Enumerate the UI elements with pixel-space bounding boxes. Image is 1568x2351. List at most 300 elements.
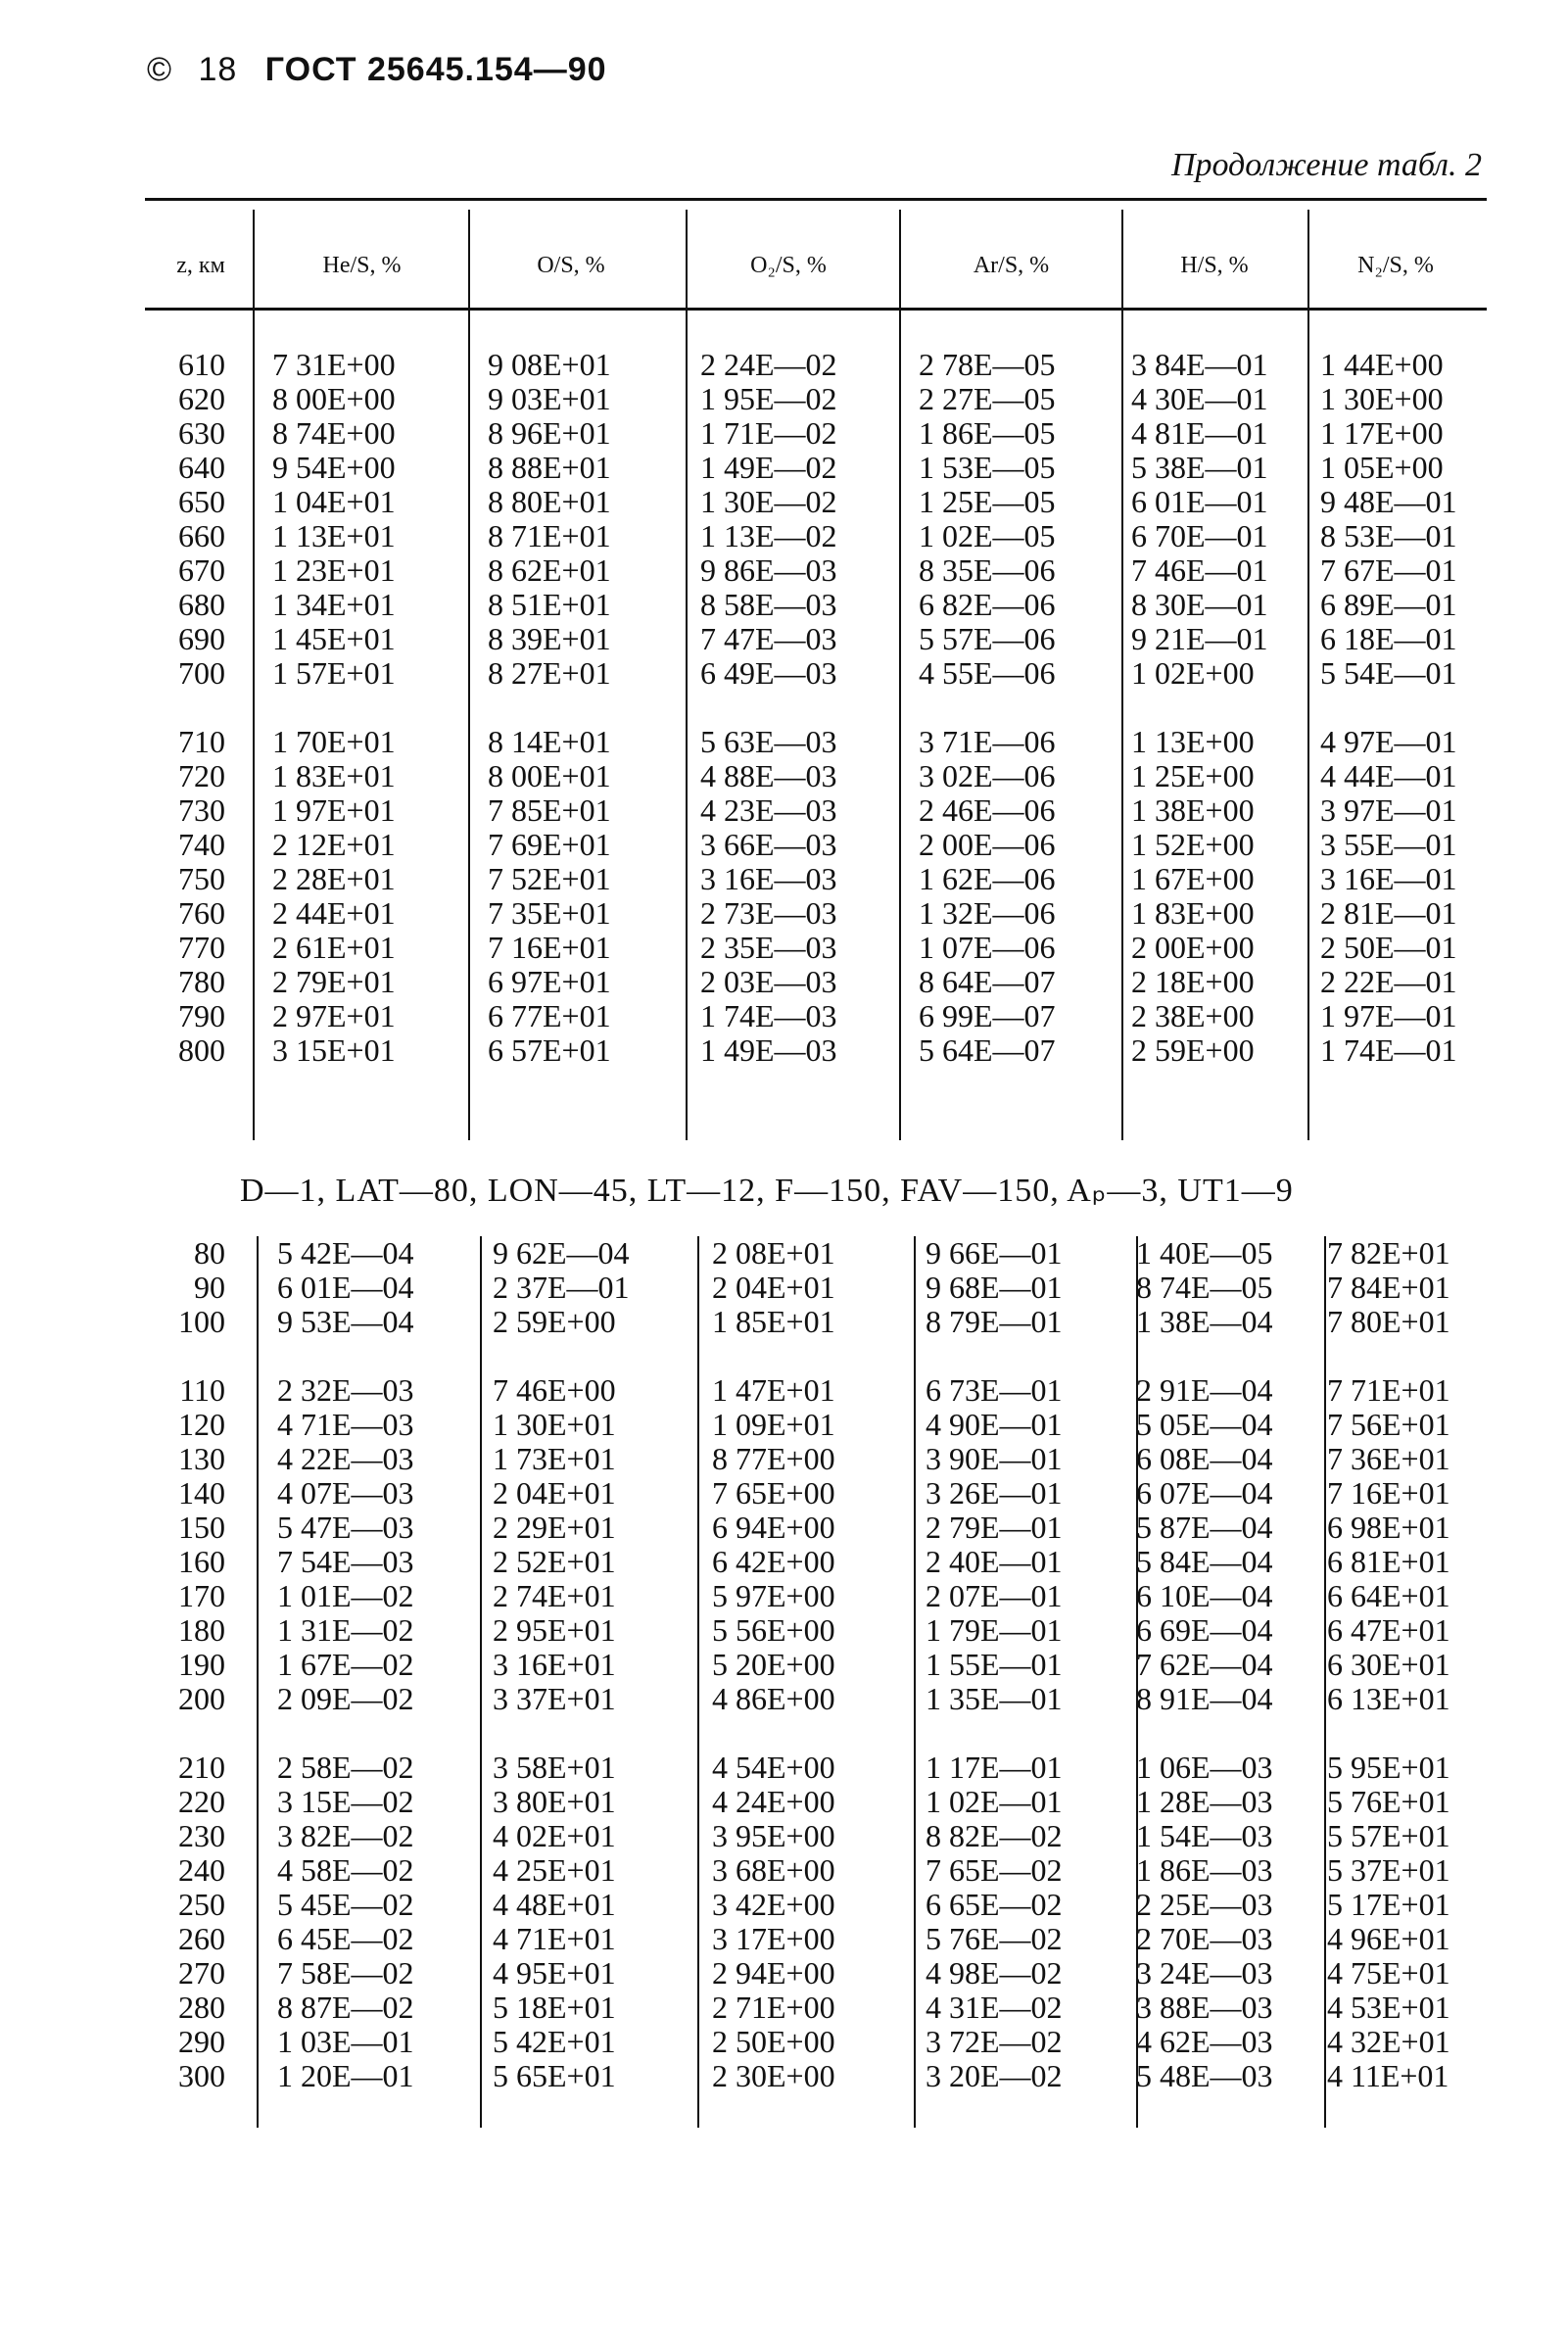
value-cell: 3 58E+01 (493, 1750, 616, 1785)
value-cell: 7 47E—03 (700, 621, 837, 656)
value-cell: 1 30E+01 (493, 1407, 616, 1442)
altitude-cell: 770 (178, 930, 225, 965)
value-cell: 2 91E—04 (1136, 1372, 1273, 1408)
value-cell: 7 52E+01 (488, 861, 611, 896)
altitude-cell: 670 (178, 552, 225, 588)
value-cell: 2 30E+00 (712, 2058, 835, 2093)
value-cell: 1 07E—06 (919, 930, 1056, 965)
value-cell: 2 70E—03 (1136, 1921, 1273, 1956)
value-cell: 3 80E+01 (493, 1784, 616, 1819)
value-cell: 4 58E—02 (277, 1852, 414, 1888)
value-cell: 1 67E—02 (277, 1647, 414, 1682)
value-cell: 1 25E+00 (1131, 758, 1255, 793)
value-cell: 6 99E—07 (919, 998, 1056, 1033)
value-cell: 4 75E+01 (1327, 1955, 1450, 1991)
model-parameters: D—1, LAT—80, LON—45, LT—12, F—150, FAV—150, Aₚ—3, UT1—9 (240, 1173, 1294, 1209)
value-cell: 5 64E—07 (919, 1032, 1056, 1068)
value-cell: 8 74E+00 (272, 415, 396, 451)
value-cell: 2 27E—05 (919, 381, 1056, 416)
value-cell: 2 61E+01 (272, 930, 396, 965)
value-cell: 3 16E+01 (493, 1647, 616, 1682)
value-cell: 8 27E+01 (488, 655, 611, 691)
column-header-5: H/S, % (1180, 253, 1249, 278)
value-cell: 1 79E—01 (926, 1612, 1063, 1648)
value-cell: 3 42E+00 (712, 1887, 835, 1922)
value-cell: 5 38E—01 (1131, 450, 1268, 485)
value-cell: 3 88E—03 (1136, 1990, 1273, 2025)
altitude-cell: 100 (178, 1304, 225, 1339)
value-cell: 5 47E—03 (277, 1510, 414, 1545)
value-cell: 5 17E+01 (1327, 1887, 1450, 1922)
header-bottom-rule (145, 308, 1487, 311)
value-cell: 2 04E+01 (712, 1270, 835, 1305)
value-cell: 1 20E—01 (277, 2058, 414, 2093)
table-continuation-caption: Продолжение табл. 2 (1170, 147, 1482, 183)
value-cell: 8 88E+01 (488, 450, 611, 485)
value-cell: 8 74E—05 (1136, 1270, 1273, 1305)
value-cell: 2 94E+00 (712, 1955, 835, 1991)
value-cell: 7 31E+00 (272, 347, 396, 382)
altitude-cell: 110 (179, 1372, 225, 1408)
value-cell: 1 86E—03 (1136, 1852, 1273, 1888)
value-cell: 9 54E+00 (272, 450, 396, 485)
altitude-cell: 210 (178, 1750, 225, 1785)
value-cell: 3 17E+00 (712, 1921, 835, 1956)
value-cell: 3 15E—02 (277, 1784, 414, 1819)
value-cell: 2 58E—02 (277, 1750, 414, 1785)
value-cell: 6 97E+01 (488, 964, 611, 999)
value-cell: 6 30E+01 (1327, 1647, 1450, 1682)
column-header-0: z, км (176, 253, 225, 278)
value-cell: 1 35E—01 (926, 1681, 1063, 1716)
value-cell: 1 01E—02 (277, 1578, 414, 1613)
altitude-cell: 740 (178, 827, 225, 862)
altitude-cell: 160 (178, 1544, 225, 1579)
value-cell: 3 37E+01 (493, 1681, 616, 1716)
value-cell: 6 01E—04 (277, 1270, 414, 1305)
value-cell: 2 97E+01 (272, 998, 396, 1033)
altitude-cell: 660 (178, 518, 225, 553)
value-cell: 5 84E—04 (1136, 1544, 1273, 1579)
value-cell: 1 38E—04 (1136, 1304, 1273, 1339)
value-cell: 5 63E—03 (700, 724, 837, 759)
value-cell: 7 16E+01 (488, 930, 611, 965)
value-cell: 1 28E—03 (1136, 1784, 1273, 1819)
value-cell: 5 56E+00 (712, 1612, 835, 1648)
value-cell: 6 57E+01 (488, 1032, 611, 1068)
value-cell: 2 74E+01 (493, 1578, 616, 1613)
value-cell: 2 00E+00 (1131, 930, 1255, 965)
value-cell: 2 24E—02 (700, 347, 837, 382)
value-cell: 6 89E—01 (1320, 587, 1457, 622)
value-cell: 1 40E—05 (1136, 1235, 1273, 1271)
value-cell: 7 62E—04 (1136, 1647, 1273, 1682)
value-cell: 1 02E+00 (1131, 655, 1255, 691)
value-cell: 2 52E+01 (493, 1544, 616, 1579)
page-number: 18 (198, 51, 238, 88)
value-cell: 4 25E+01 (493, 1852, 616, 1888)
value-cell: 5 18E+01 (493, 1990, 616, 2025)
value-cell: 9 53E—04 (277, 1304, 414, 1339)
column-divider-upper-0 (253, 210, 255, 1140)
value-cell: 8 00E+00 (272, 381, 396, 416)
value-cell: 2 44E+01 (272, 895, 396, 931)
value-cell: 8 58E—03 (700, 587, 837, 622)
value-cell: 6 77E+01 (488, 998, 611, 1033)
column-header-1: He/S, % (322, 253, 402, 278)
value-cell: 6 49E—03 (700, 655, 837, 691)
value-cell: 1 03E—01 (277, 2024, 414, 2059)
value-cell: 8 51E+01 (488, 587, 611, 622)
value-cell: 8 91E—04 (1136, 1681, 1273, 1716)
value-cell: 1 44E+00 (1320, 347, 1444, 382)
value-cell: 1 13E+01 (272, 518, 396, 553)
value-cell: 4 31E—02 (926, 1990, 1063, 2025)
value-cell: 2 32E—03 (277, 1372, 414, 1408)
value-cell: 7 16E+01 (1327, 1475, 1450, 1511)
value-cell: 1 05E+00 (1320, 450, 1444, 485)
copyright-mark: © (147, 51, 173, 88)
altitude-cell: 640 (178, 450, 225, 485)
value-cell: 2 38E+00 (1131, 998, 1255, 1033)
altitude-cell: 190 (178, 1647, 225, 1682)
value-cell: 1 70E+01 (272, 724, 396, 759)
value-cell: 1 83E+00 (1131, 895, 1255, 931)
table-top-rule (145, 198, 1487, 201)
value-cell: 7 46E+00 (493, 1372, 616, 1408)
value-cell: 5 42E+01 (493, 2024, 616, 2059)
column-divider-lower-5 (1324, 1236, 1326, 2128)
value-cell: 5 45E—02 (277, 1887, 414, 1922)
value-cell: 3 72E—02 (926, 2024, 1063, 2059)
value-cell: 1 97E—01 (1320, 998, 1457, 1033)
value-cell: 8 77E+00 (712, 1441, 835, 1476)
value-cell: 4 54E+00 (712, 1750, 835, 1785)
value-cell: 7 69E+01 (488, 827, 611, 862)
value-cell: 2 40E—01 (926, 1544, 1063, 1579)
value-cell: 3 82E—02 (277, 1818, 414, 1853)
standard-designation: ГОСТ 25645.154—90 (264, 51, 607, 88)
value-cell: 2 79E+01 (272, 964, 396, 999)
value-cell: 7 67E—01 (1320, 552, 1457, 588)
altitude-cell: 700 (178, 655, 225, 691)
altitude-cell: 80 (194, 1235, 225, 1271)
value-cell: 2 59E+00 (493, 1304, 616, 1339)
value-cell: 9 08E+01 (488, 347, 611, 382)
column-divider-lower-3 (914, 1236, 916, 2128)
value-cell: 1 04E+01 (272, 484, 396, 519)
altitude-cell: 800 (178, 1032, 225, 1068)
value-cell: 9 03E+01 (488, 381, 611, 416)
value-cell: 5 97E+00 (712, 1578, 835, 1613)
value-cell: 5 05E—04 (1136, 1407, 1273, 1442)
altitude-cell: 630 (178, 415, 225, 451)
value-cell: 6 65E—02 (926, 1887, 1063, 1922)
value-cell: 1 53E—05 (919, 450, 1056, 485)
altitude-cell: 650 (178, 484, 225, 519)
value-cell: 8 62E+01 (488, 552, 611, 588)
value-cell: 4 97E—01 (1320, 724, 1457, 759)
value-cell: 4 95E+01 (493, 1955, 616, 1991)
altitude-cell: 710 (178, 724, 225, 759)
value-cell: 2 18E+00 (1131, 964, 1255, 999)
value-cell: 9 68E—01 (926, 1270, 1063, 1305)
value-cell: 1 52E+00 (1131, 827, 1255, 862)
value-cell: 4 55E—06 (919, 655, 1056, 691)
value-cell: 6 10E—04 (1136, 1578, 1273, 1613)
value-cell: 8 96E+01 (488, 415, 611, 451)
value-cell: 5 87E—04 (1136, 1510, 1273, 1545)
page-header (147, 51, 607, 89)
value-cell: 1 13E+00 (1131, 724, 1255, 759)
value-cell: 1 02E—01 (926, 1784, 1063, 1819)
value-cell: 7 80E+01 (1327, 1304, 1450, 1339)
value-cell: 2 46E—06 (919, 792, 1056, 828)
value-cell: 4 88E—03 (700, 758, 837, 793)
altitude-cell: 780 (178, 964, 225, 999)
value-cell: 1 06E—03 (1136, 1750, 1273, 1785)
value-cell: 4 90E—01 (926, 1407, 1063, 1442)
altitude-cell: 720 (178, 758, 225, 793)
value-cell: 3 66E—03 (700, 827, 837, 862)
value-cell: 3 02E—06 (919, 758, 1056, 793)
column-divider-lower-2 (697, 1236, 699, 2128)
value-cell: 2 25E—03 (1136, 1887, 1273, 1922)
value-cell: 2 09E—02 (277, 1681, 414, 1716)
value-cell: 1 38E+00 (1131, 792, 1255, 828)
value-cell: 1 02E—05 (919, 518, 1056, 553)
value-cell: 6 82E—06 (919, 587, 1056, 622)
altitude-cell: 230 (178, 1818, 225, 1853)
value-cell: 4 96E+01 (1327, 1921, 1450, 1956)
altitude-cell: 130 (178, 1441, 225, 1476)
value-cell: 3 16E—01 (1320, 861, 1457, 896)
altitude-cell: 270 (178, 1955, 225, 1991)
altitude-cell: 620 (178, 381, 225, 416)
value-cell: 6 07E—04 (1136, 1475, 1273, 1511)
value-cell: 4 71E+01 (493, 1921, 616, 1956)
value-cell: 1 74E—03 (700, 998, 837, 1033)
value-cell: 5 57E+01 (1327, 1818, 1450, 1853)
value-cell: 3 15E+01 (272, 1032, 396, 1068)
value-cell: 1 57E+01 (272, 655, 396, 691)
value-cell: 2 59E+00 (1131, 1032, 1255, 1068)
value-cell: 1 45E+01 (272, 621, 396, 656)
value-cell: 6 70E—01 (1131, 518, 1268, 553)
value-cell: 2 78E—05 (919, 347, 1056, 382)
value-cell: 6 98E+01 (1327, 1510, 1450, 1545)
value-cell: 6 94E+00 (712, 1510, 835, 1545)
value-cell: 1 30E+00 (1320, 381, 1444, 416)
value-cell: 2 50E+00 (712, 2024, 835, 2059)
value-cell: 6 69E—04 (1136, 1612, 1273, 1648)
value-cell: 2 12E+01 (272, 827, 396, 862)
value-cell: 4 62E—03 (1136, 2024, 1273, 2059)
value-cell: 1 25E—05 (919, 484, 1056, 519)
value-cell: 4 32E+01 (1327, 2024, 1450, 2059)
value-cell: 2 29E+01 (493, 1510, 616, 1545)
value-cell: 7 82E+01 (1327, 1235, 1450, 1271)
value-cell: 1 74E—01 (1320, 1032, 1457, 1068)
altitude-cell: 200 (178, 1681, 225, 1716)
value-cell: 1 23E+01 (272, 552, 396, 588)
value-cell: 1 83E+01 (272, 758, 396, 793)
altitude-cell: 680 (178, 587, 225, 622)
value-cell: 7 65E+00 (712, 1475, 835, 1511)
value-cell: 1 49E—02 (700, 450, 837, 485)
value-cell: 5 76E+01 (1327, 1784, 1450, 1819)
value-cell: 1 49E—03 (700, 1032, 837, 1068)
value-cell: 1 55E—01 (926, 1647, 1063, 1682)
value-cell: 1 86E—05 (919, 415, 1056, 451)
altitude-cell: 760 (178, 895, 225, 931)
value-cell: 1 31E—02 (277, 1612, 414, 1648)
value-cell: 7 58E—02 (277, 1955, 414, 1991)
value-cell: 3 55E—01 (1320, 827, 1457, 862)
value-cell: 2 08E+01 (712, 1235, 835, 1271)
value-cell: 8 64E—07 (919, 964, 1056, 999)
value-cell: 7 56E+01 (1327, 1407, 1450, 1442)
value-cell: 1 34E+01 (272, 587, 396, 622)
value-cell: 2 81E—01 (1320, 895, 1457, 931)
value-cell: 2 00E—06 (919, 827, 1056, 862)
value-cell: 4 48E+01 (493, 1887, 616, 1922)
value-cell: 8 80E+01 (488, 484, 611, 519)
altitude-cell: 610 (178, 347, 225, 382)
altitude-cell: 750 (178, 861, 225, 896)
value-cell: 4 24E+00 (712, 1784, 835, 1819)
value-cell: 7 36E+01 (1327, 1441, 1450, 1476)
column-divider-upper-4 (1121, 210, 1123, 1140)
value-cell: 4 44E—01 (1320, 758, 1457, 793)
value-cell: 4 81E—01 (1131, 415, 1268, 451)
value-cell: 1 32E—06 (919, 895, 1056, 931)
column-divider-upper-2 (686, 210, 688, 1140)
value-cell: 6 47E+01 (1327, 1612, 1450, 1648)
value-cell: 5 48E—03 (1136, 2058, 1273, 2093)
value-cell: 4 53E+01 (1327, 1990, 1450, 2025)
altitude-cell: 90 (194, 1270, 225, 1305)
value-cell: 1 97E+01 (272, 792, 396, 828)
value-cell: 1 67E+00 (1131, 861, 1255, 896)
value-cell: 7 84E+01 (1327, 1270, 1450, 1305)
value-cell: 8 35E—06 (919, 552, 1056, 588)
value-cell: 1 95E—02 (700, 381, 837, 416)
value-cell: 2 95E+01 (493, 1612, 616, 1648)
value-cell: 4 22E—03 (277, 1441, 414, 1476)
value-cell: 7 71E+01 (1327, 1372, 1450, 1408)
value-cell: 9 48E—01 (1320, 484, 1457, 519)
value-cell: 4 71E—03 (277, 1407, 414, 1442)
column-divider-upper-5 (1307, 210, 1309, 1140)
altitude-cell: 220 (178, 1784, 225, 1819)
value-cell: 2 04E+01 (493, 1475, 616, 1511)
value-cell: 2 71E+00 (712, 1990, 835, 2025)
value-cell: 7 85E+01 (488, 792, 611, 828)
altitude-cell: 140 (178, 1475, 225, 1511)
altitude-cell: 250 (178, 1887, 225, 1922)
value-cell: 6 64E+01 (1327, 1578, 1450, 1613)
value-cell: 4 23E—03 (700, 792, 837, 828)
value-cell: 5 76E—02 (926, 1921, 1063, 1956)
value-cell: 7 65E—02 (926, 1852, 1063, 1888)
value-cell: 2 35E—03 (700, 930, 837, 965)
value-cell: 2 03E—03 (700, 964, 837, 999)
value-cell: 5 37E+01 (1327, 1852, 1450, 1888)
altitude-cell: 300 (178, 2058, 225, 2093)
value-cell: 2 37E—01 (493, 1270, 630, 1305)
column-header-3: O₂/S, % (750, 253, 827, 278)
value-cell: 9 21E—01 (1131, 621, 1268, 656)
value-cell: 5 65E+01 (493, 2058, 616, 2093)
altitude-cell: 150 (178, 1510, 225, 1545)
value-cell: 1 09E+01 (712, 1407, 835, 1442)
value-cell: 1 17E+00 (1320, 415, 1444, 451)
value-cell: 3 97E—01 (1320, 792, 1457, 828)
altitude-cell: 260 (178, 1921, 225, 1956)
value-cell: 4 98E—02 (926, 1955, 1063, 1991)
value-cell: 1 85E+01 (712, 1304, 835, 1339)
value-cell: 6 45E—02 (277, 1921, 414, 1956)
value-cell: 9 86E—03 (700, 552, 837, 588)
value-cell: 3 84E—01 (1131, 347, 1268, 382)
value-cell: 6 13E+01 (1327, 1681, 1450, 1716)
value-cell: 3 68E+00 (712, 1852, 835, 1888)
altitude-cell: 280 (178, 1990, 225, 2025)
value-cell: 2 22E—01 (1320, 964, 1457, 999)
value-cell: 2 79E—01 (926, 1510, 1063, 1545)
value-cell: 4 11E+01 (1327, 2058, 1449, 2093)
value-cell: 5 54E—01 (1320, 655, 1457, 691)
value-cell: 5 95E+01 (1327, 1750, 1450, 1785)
column-header-6: N₂/S, % (1357, 253, 1434, 278)
value-cell: 1 71E—02 (700, 415, 837, 451)
value-cell: 1 62E—06 (919, 861, 1056, 896)
value-cell: 8 71E+01 (488, 518, 611, 553)
column-divider-lower-0 (257, 1236, 259, 2128)
value-cell: 5 20E+00 (712, 1647, 835, 1682)
value-cell: 5 42E—04 (277, 1235, 414, 1271)
value-cell: 8 53E—01 (1320, 518, 1457, 553)
value-cell: 1 47E+01 (712, 1372, 835, 1408)
value-cell: 4 30E—01 (1131, 381, 1268, 416)
value-cell: 6 08E—04 (1136, 1441, 1273, 1476)
value-cell: 8 30E—01 (1131, 587, 1268, 622)
value-cell: 6 81E+01 (1327, 1544, 1450, 1579)
value-cell: 1 17E—01 (926, 1750, 1063, 1785)
value-cell: 3 71E—06 (919, 724, 1056, 759)
value-cell: 8 82E—02 (926, 1818, 1063, 1853)
altitude-cell: 180 (178, 1612, 225, 1648)
value-cell: 6 01E—01 (1131, 484, 1268, 519)
value-cell: 6 42E+00 (712, 1544, 835, 1579)
value-cell: 5 57E—06 (919, 621, 1056, 656)
value-cell: 1 73E+01 (493, 1441, 616, 1476)
value-cell: 8 00E+01 (488, 758, 611, 793)
altitude-cell: 120 (178, 1407, 225, 1442)
value-cell: 8 87E—02 (277, 1990, 414, 2025)
value-cell: 6 73E—01 (926, 1372, 1063, 1408)
value-cell: 2 73E—03 (700, 895, 837, 931)
column-header-4: Ar/S, % (973, 253, 1050, 278)
value-cell: 2 50E—01 (1320, 930, 1457, 965)
value-cell: 3 95E+00 (712, 1818, 835, 1853)
altitude-cell: 290 (178, 2024, 225, 2059)
altitude-cell: 690 (178, 621, 225, 656)
value-cell: 1 54E—03 (1136, 1818, 1273, 1853)
value-cell: 3 26E—01 (926, 1475, 1063, 1511)
value-cell: 7 46E—01 (1131, 552, 1268, 588)
